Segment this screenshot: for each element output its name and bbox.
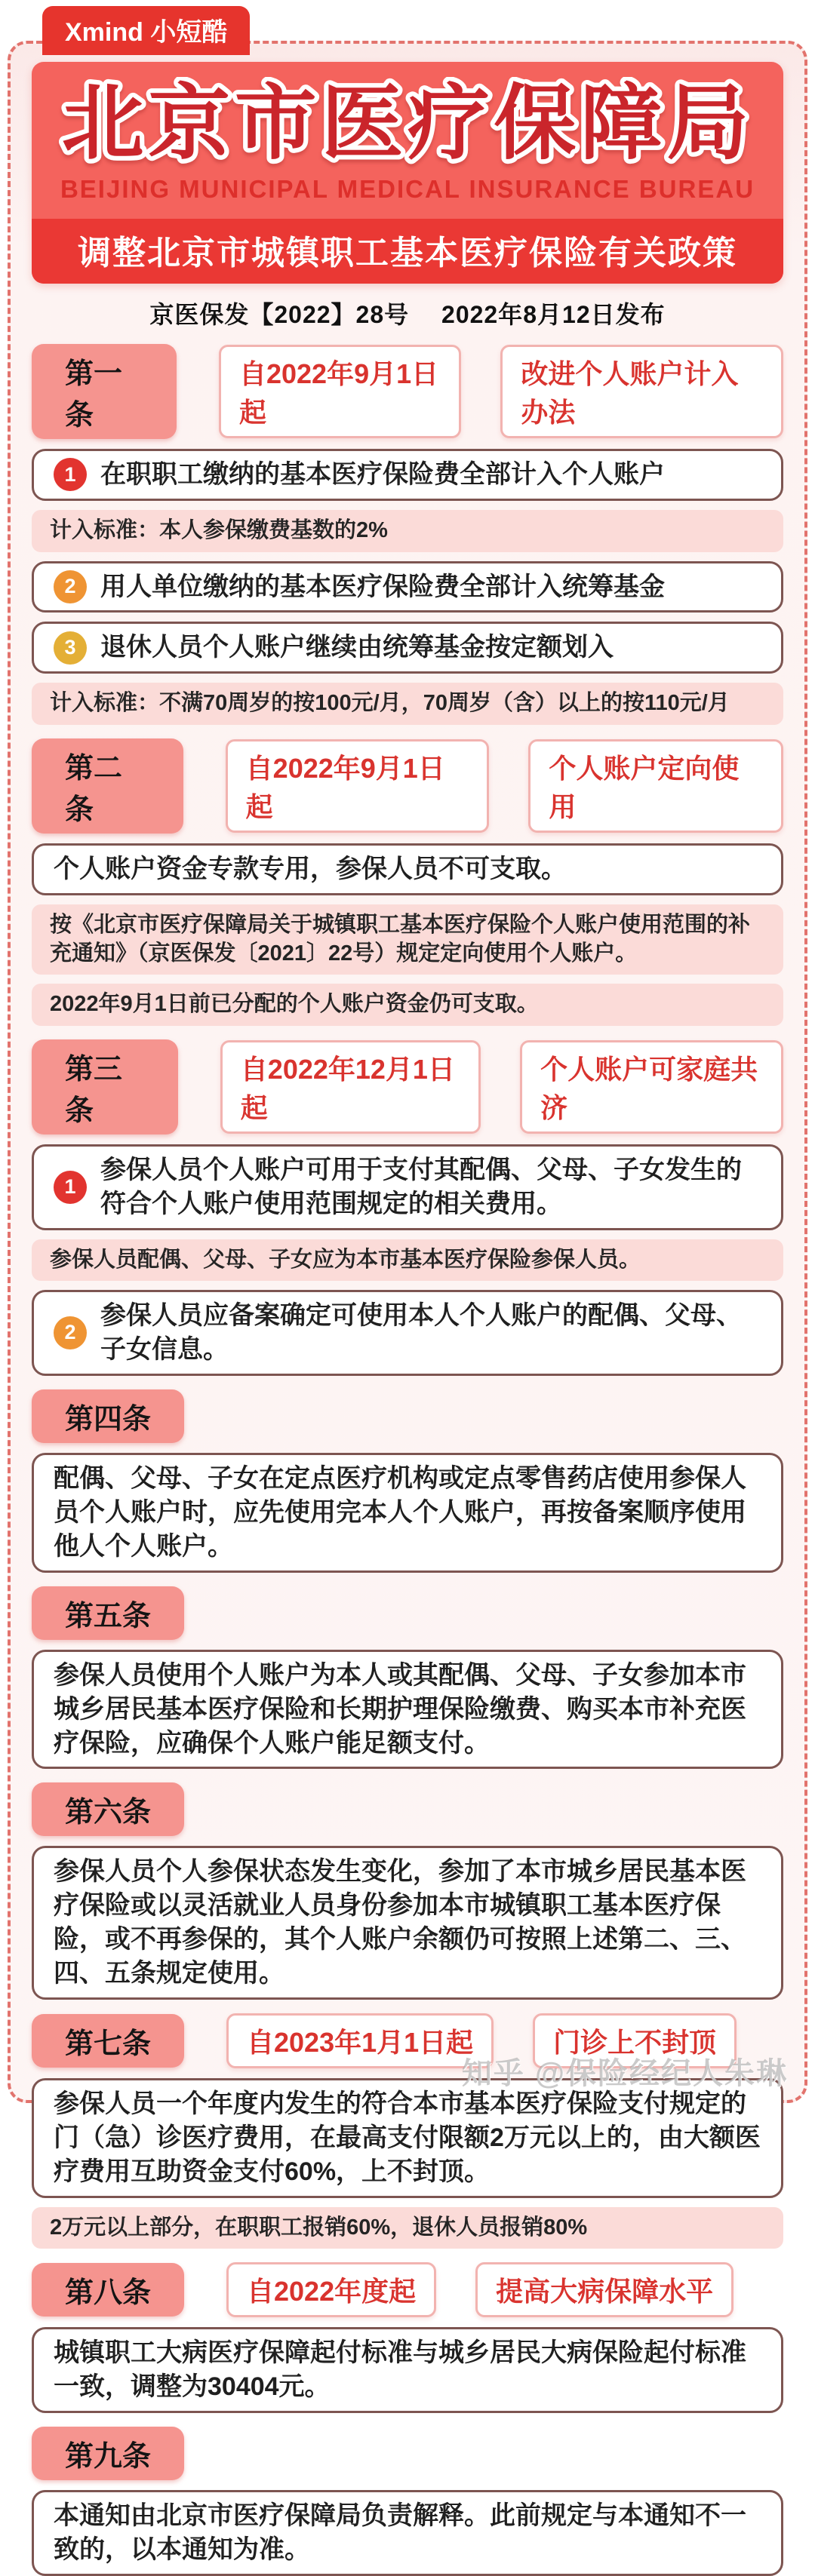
section-tag: 自2022年12月1日起 <box>220 1040 481 1134</box>
section-header-row <box>32 1586 783 1640</box>
content-box-text: 用人单位缴纳的基本医疗保险费全部计入统筹基金 <box>100 572 665 601</box>
content-box <box>32 2327 783 2413</box>
policy-section <box>32 2427 783 2576</box>
section-header-row <box>32 2427 783 2480</box>
sections <box>32 344 783 2576</box>
section-tag: 自2022年9月1日起 <box>226 739 490 833</box>
content-box <box>32 449 783 501</box>
content-box-text: 在职职工缴纳的基本医疗保险费全部计入个人账户 <box>100 460 665 489</box>
content-box <box>32 2078 783 2198</box>
section-tag: 个人账户定向使用 <box>528 739 783 833</box>
content-box-text: 参保人员个人账户可用于支付其配偶、父母、子女发生的符合个人账户使用范围规定的相关费用。 <box>100 1155 742 1218</box>
section-header-row <box>32 1782 783 1836</box>
article-badge: 第五条 <box>32 1586 184 1640</box>
tag-list <box>226 739 783 833</box>
section-header-row <box>32 2262 783 2317</box>
note-strip: 计入标准：不满70周岁的按100元/月，70周岁（含）以上的按110元/月 <box>32 683 783 725</box>
section-items <box>32 1846 783 2000</box>
section-header-row <box>32 344 783 439</box>
tag-list <box>219 345 783 438</box>
policy-section <box>32 2262 783 2413</box>
section-tag: 自2022年9月1日起 <box>219 345 461 438</box>
article-badge: 第二条 <box>32 738 183 834</box>
content-box-text: 城镇职工大病医疗保障起付标准与城乡居民大病保险起付标准一致，调整为30404元。 <box>54 2338 746 2402</box>
policy-section <box>32 2013 783 2249</box>
section-tag: 提高大病保障水平 <box>475 2262 734 2317</box>
content-box <box>32 561 783 613</box>
section-tag: 门诊上不封顶 <box>533 2013 737 2068</box>
content-box <box>32 1453 783 1573</box>
section-tag: 个人账户可家庭共济 <box>520 1040 783 1134</box>
content-box <box>32 843 783 895</box>
section-tag: 改进个人账户计入办法 <box>500 345 783 438</box>
content-box-text: 本通知由北京市医疗保障局负责解释。此前规定与本通知不一致的，以本通知为准。 <box>54 2501 746 2564</box>
watermark: 知乎 @保险经纪人朱琳 <box>461 2057 788 2090</box>
note-strip: 2万元以上部分，在职职工报销60%，退休人员报销80% <box>32 2207 783 2249</box>
section-items <box>32 1453 783 1573</box>
section-items <box>32 843 783 1026</box>
article-badge: 第四条 <box>32 1389 184 1443</box>
note-strip: 参保人员配偶、父母、子女应为本市基本医疗保险参保人员。 <box>32 1239 783 1282</box>
bureau-title-text: 北京市医疗保障局 <box>61 77 754 170</box>
section-tag: 自2022年度起 <box>226 2262 436 2317</box>
bureau-subtitle: BEIJING MUNICIPAL MEDICAL INSURANCE BUREAU <box>60 175 755 203</box>
content-box-text: 个人账户资金专款专用，参保人员不可支取。 <box>54 855 567 883</box>
content-box <box>32 1650 783 1770</box>
section-header-row <box>32 1389 783 1443</box>
content-box-text: 参保人员一个年度内发生的符合本市基本医疗保险支付规定的门（急）诊医疗费用，在最高支付限额2万元以上的，由大额医疗费用互助资金支付60%，上不封顶。 <box>54 2089 761 2186</box>
note-strip: 计入标准：本人参保缴费基数的2% <box>32 510 783 552</box>
item-number-badge: 2 <box>54 1316 87 1349</box>
policy-section <box>32 1782 783 2000</box>
item-number-badge: 3 <box>54 631 87 665</box>
section-items <box>32 2327 783 2413</box>
policy-section <box>32 344 783 725</box>
content-box <box>32 1290 783 1376</box>
section-items <box>32 1650 783 1770</box>
content-box <box>32 2490 783 2576</box>
document-number-line: 京医保发【2022】28号 2022年8月12日发布 <box>149 301 666 328</box>
policy-section <box>32 1039 783 1376</box>
section-header-row <box>32 738 783 834</box>
item-number-badge: 1 <box>54 1171 87 1204</box>
section-items <box>32 2490 783 2576</box>
section-items <box>32 449 783 725</box>
tag-list <box>226 2262 734 2317</box>
article-badge: 第三条 <box>32 1039 178 1134</box>
article-badge: 第六条 <box>32 1782 184 1836</box>
article-badge: 第九条 <box>32 2427 184 2480</box>
section-items <box>32 2078 783 2249</box>
article-badge: 第一条 <box>32 344 177 439</box>
content-box-text: 参保人员应备案确定可使用本人个人账户的配偶、父母、子女信息。 <box>100 1301 742 1365</box>
policy-section <box>32 1389 783 1573</box>
poster-frame <box>8 41 807 2564</box>
content-box <box>32 622 783 674</box>
section-tag: 自2023年1月1日起 <box>226 2013 494 2068</box>
section-header-row <box>32 1039 783 1134</box>
policy-section <box>32 738 783 1026</box>
content-box-text: 参保人员个人参保状态发生变化，参加了本市城乡居民基本医疗保险或以灵活就业人员身份参加本市城镇职工基本医疗保险，或不再参保的，其个人账户余额仍可按照上述第二、三、四、五条规定使用。 <box>54 1857 746 1988</box>
bureau-title <box>32 77 783 172</box>
content-box-text: 参保人员使用个人账户为本人或其配偶、父母、子女参加本市城乡居民基本医疗保险和长期护理保险缴费、购买本市补充医疗保险，应确保个人账户能足额支付。 <box>54 1660 746 1758</box>
content-box <box>32 1846 783 2000</box>
header-banner <box>32 62 783 284</box>
section-items <box>32 1144 783 1376</box>
note-strip: 2022年9月1日前已分配的个人账户资金仍可支取。 <box>32 984 783 1026</box>
content-box-text: 退休人员个人账户继续由统筹基金按定额划入 <box>100 633 614 662</box>
tag-list <box>220 1040 783 1134</box>
xmind-ribbon-tab: Xmind 小短酷 <box>42 6 250 55</box>
article-badge: 第八条 <box>32 2263 184 2317</box>
item-number-badge: 1 <box>54 458 87 491</box>
item-number-badge: 2 <box>54 570 87 603</box>
content-box <box>32 1144 783 1230</box>
content-box-text: 配偶、父母、子女在定点医疗机构或定点零售药店使用参保人员个人账户时，应先使用完本人个人账户，再按备案顺序使用他人个人账户。 <box>54 1464 746 1561</box>
policy-strip: 调整北京市城镇职工基本医疗保险有关政策 <box>32 219 783 284</box>
article-badge: 第七条 <box>32 2014 184 2068</box>
policy-section <box>32 1586 783 1770</box>
note-strip: 按《北京市医疗保障局关于城镇职工基本医疗保险个人账户使用范围的补充通知》（京医保发〔2021〕22号）规定定向使用个人账户。 <box>32 904 783 975</box>
